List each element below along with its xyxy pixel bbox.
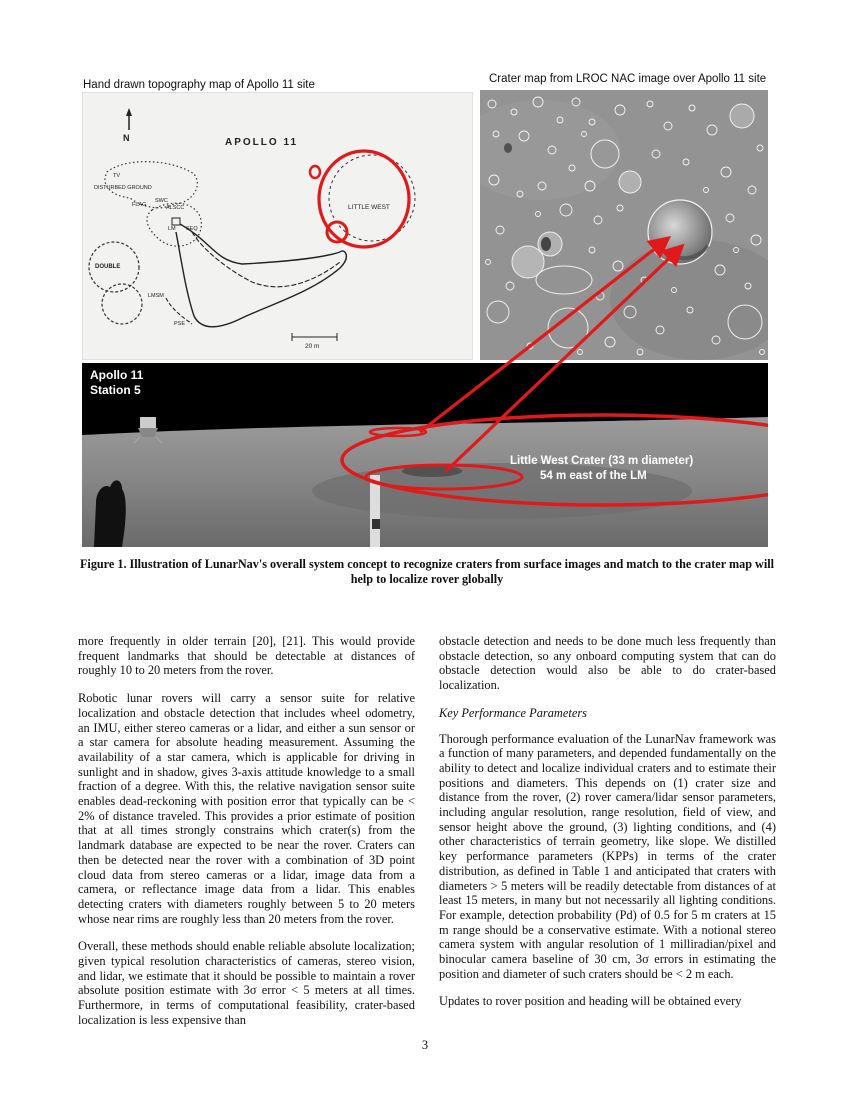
right-paragraph-main: Thorough performance evaluation of the LunarNav framework was a function of many parameters, and depended fundamentally on the ability to detect and localize individual craters and to estimate their positions and diameters. This depends on (1) crater size and distance from the rover, (2) rover camera/lidar sensor parameters, including angular resolution, range resolution, field of view, and sensor height above the ground, (3) lighting conditions, and (4) other characteristics of terrain geometry, like slope. We distilled key performance parameters (KPPs) in terms of the crater distribution, as defined in Table 1 and anticipated that craters with diameters > 5 meters will be readily detectable from distances of at least 15 meters, in many but not necessarily all lighting conditions. For example, detection probability (Pd) of 0.5 for 5 m craters at 15 m range should be a conservative estimate. With a notional stereo camera system with angular resolution of 1 milliradian/pixel and binocular camera baseline of 30 cm, 3σ errors in estimating the position and diameter of such craters should be < 2 m each. — [439, 731, 776, 981]
scale-bar-label: 20 m — [305, 343, 320, 350]
topo-label-double: DOUBLE — [95, 264, 121, 270]
arrow-crater-to-map-2 — [445, 248, 680, 472]
topo-title: APOLLO 11 — [225, 137, 299, 148]
topo-label-pse: PSE — [174, 321, 186, 327]
right-paragraph-last: Updates to rover position and heading will be obtained every — [439, 994, 742, 1009]
crater-map-caption: Crater map from LROC NAC image over Apollo 11 site — [489, 73, 767, 85]
north-label: N — [123, 133, 130, 143]
topo-label-seq: SEQ — [186, 226, 198, 232]
left-paragraph-2: Robotic lunar rovers will carry a sensor suite for relative localization and obstacle detection that includes wheel odometry, an IMU, either stereo cameras or a lidar, and either a sun sensor or a star camera for absolute heading measurement. Assuming the availability of a star camera, which is applicable for driving in sunlight and in shadow, gives 3-axis attitude knowledge to a small fraction of a degree. With this, the relative navigation sensor suite enables dead-reckoning with position error that typically can be < 2% of distance traveled. This provides a prior estimate of position that at all times strongly constrains which crater(s) from the landmark database are expected to be near the rover. Craters can then be detected near the rover with a combination of 3D point cloud data from stereo cameras or a lidar, image data from a camera, or reflectance image data from a lidar. This enables detecting craters with diameters roughly between 5 to 20 meters whose near rims are roughly less than 20 meters from the rover. — [78, 691, 415, 926]
section-subheading: Key Performance Parameters — [439, 705, 587, 720]
panorama-annotation-line1: Little West Crater (33 m diameter) — [510, 455, 694, 467]
right-paragraph-intro: obstacle detection and needs to be done much less frequently than obstacle detection, so any onboard computing system that can do obstacle detection would also be able to do crater-based localization. — [439, 634, 776, 693]
figure-caption-text: . Illustration of LunarNav's overall system concept to recognize craters from surface images and match to the crater map will help to localize rover globally — [123, 557, 774, 586]
figure-label: Figure 1 — [79, 557, 124, 571]
figure-caption — [78, 557, 776, 587]
topo-map-caption: Hand drawn topography map of Apollo 11 site — [83, 79, 315, 91]
topo-label-lm: LM — [168, 226, 176, 232]
panorama-title-line2: Station 5 — [90, 383, 141, 397]
left-paragraph-3: Overall, these methods should enable reliable absolute localization; given typical resolution characteristics of cameras, stereo vision, and lidar, we estimate that it should be possible to maintain a rover absolute position estimate with 3σ error < 5 meters at all times. Furthermore, in terms of computational feasibility, crater-based localization is less expensive than — [78, 939, 415, 1027]
arrow-crater-to-map-1 — [420, 240, 666, 432]
topo-label-little-west: LITTLE WEST — [348, 204, 390, 211]
topo-label-tv: TV — [113, 173, 121, 179]
panorama-annotation-line2: 54 m east of the LM — [540, 470, 647, 482]
topo-label-lmsm: LMSM — [148, 293, 164, 299]
panorama-title-line1: Apollo 11 — [90, 368, 144, 382]
page-number: 3 — [421, 1038, 429, 1052]
topo-label-alscc: ALSCC — [166, 205, 185, 211]
topo-label-swc: SWC — [155, 198, 168, 204]
right-column — [439, 634, 776, 1022]
left-paragraph-1: more frequently in older terrain [20], [21]. This would provide frequent landmarks that should be detectable at distances of roughly 10 to 20 meters from the rover. — [78, 634, 415, 678]
topo-label-flag: FLAG — [132, 202, 147, 208]
topo-label-disturbed: DISTURBED GROUND — [94, 185, 152, 191]
left-column — [78, 634, 415, 1041]
